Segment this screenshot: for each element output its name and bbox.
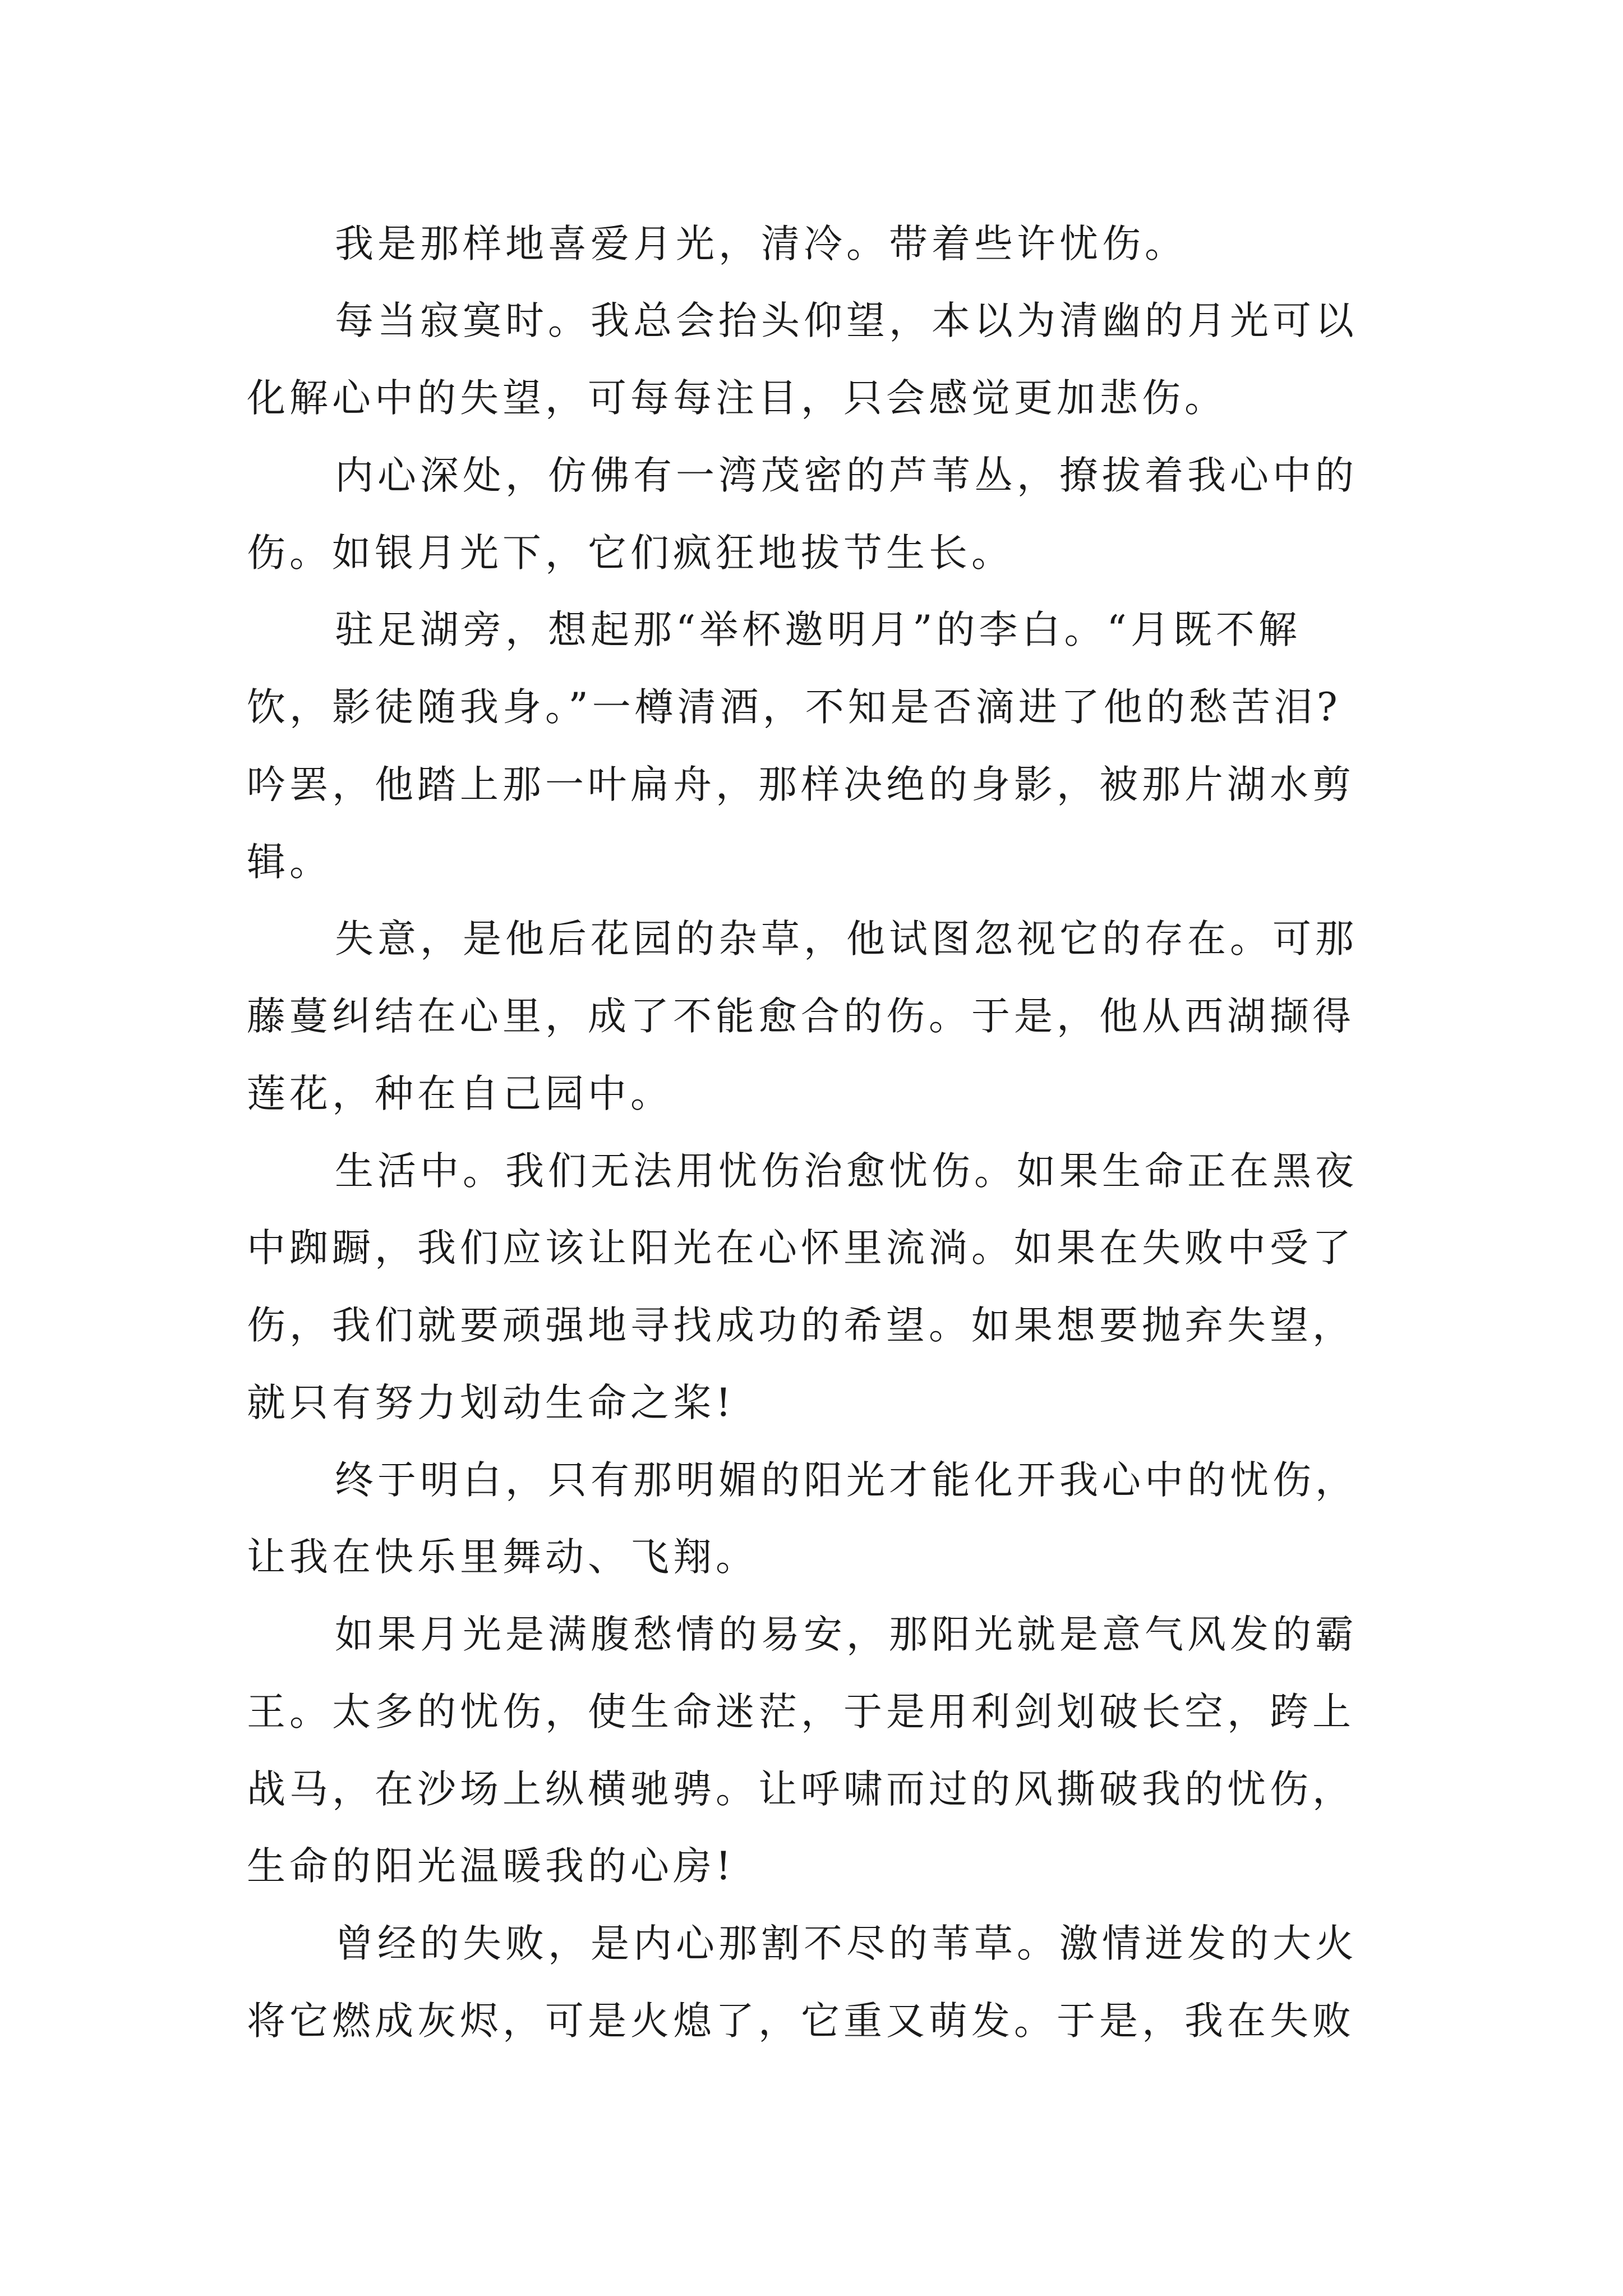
text-line-21: 战马，在沙场上纵横驰骋。让呼啸而过的风撕破我的忧伤， (247, 1767, 1355, 1812)
text-line-16: 就只有努力划动生命之桨! (247, 1381, 735, 1425)
text-line-15: 伤，我们就要顽强地寻找成功的希望。如果想要抛弃失望， (247, 1303, 1355, 1348)
text-line-20: 王。太多的忧伤，使生命迷茫，于是用利剑划破长空，跨上 (247, 1690, 1355, 1734)
text-line-23: 曾经的失败，是内心那割不尽的苇草。激情迸发的大火 (335, 1921, 1358, 1966)
text-line-6: 驻足湖旁，想起那“举杯邀明月”的李白。“月既不解 (335, 608, 1301, 652)
text-line-24: 将它燃成灰烬，可是火熄了，它重又萌发。于是，我在失败 (247, 1999, 1355, 2044)
text-line-19: 如果月光是满腹愁情的易安，那阳光就是意气风发的霸 (335, 1612, 1358, 1657)
text-line-8: 吟罢，他踏上那一叶扁舟，那样决绝的身影，被那片湖水剪 (247, 762, 1355, 807)
text-line-12: 莲花，种在自己园中。 (247, 1071, 673, 1116)
text-line-13: 生活中。我们无法用忧伤治愈忧伤。如果生命正在黑夜 (335, 1149, 1358, 1194)
text-line-22: 生命的阳光温暖我的心房! (247, 1844, 735, 1889)
text-line-14: 中踟蹰，我们应该让阳光在心怀里流淌。如果在失败中受了 (247, 1226, 1355, 1271)
text-line-11: 藤蔓纠结在心里，成了不能愈合的伤。于是，他从西湖撷得 (247, 994, 1355, 1039)
text-line-1: 我是那样地喜爱月光，清冷。带着些许忧伤。 (335, 222, 1187, 266)
text-line-4: 内心深处，仿佛有一湾茂密的芦苇丛，撩拔着我心中的 (335, 453, 1358, 498)
text-line-5: 伤。如银月光下，它们疯狂地拔节生长。 (247, 531, 1014, 576)
text-line-7: 饮，影徒随我身。”一樽清酒，不知是否滴进了他的愁苦泪? (247, 685, 1341, 730)
text-line-9: 辑。 (247, 840, 332, 885)
text-line-17: 终于明白，只有那明媚的阳光才能化开我心中的忧伤， (335, 1458, 1358, 1503)
text-line-10: 失意，是他后花园的杂草，他试图忽视它的存在。可那 (335, 917, 1358, 961)
text-line-18: 让我在快乐里舞动、飞翔。 (247, 1535, 758, 1580)
text-line-3: 化解心中的失望，可每每注目，只会感觉更加悲伤。 (247, 376, 1227, 421)
text-line-2: 每当寂寞时。我总会抬头仰望，本以为清幽的月光可以 (335, 298, 1358, 343)
